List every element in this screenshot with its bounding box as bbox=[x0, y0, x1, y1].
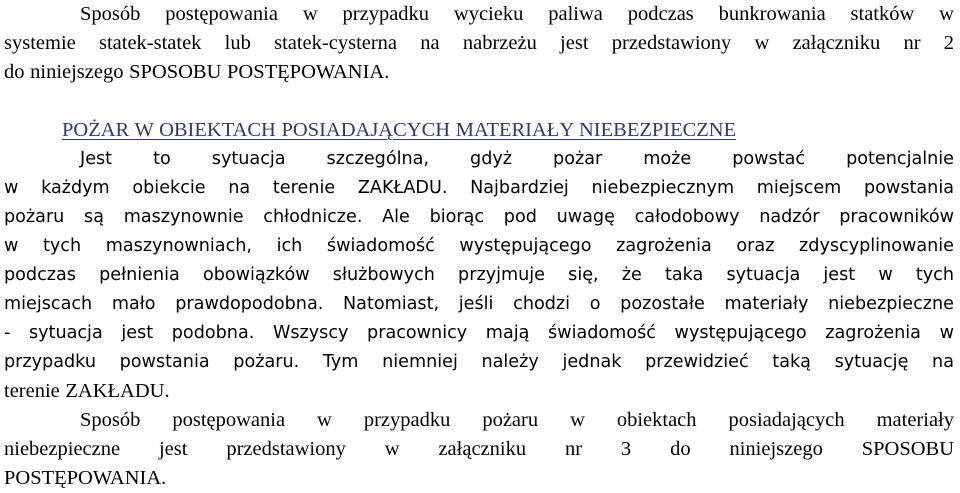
paragraph-spacer bbox=[4, 87, 954, 116]
section-heading bbox=[4, 116, 954, 145]
text-line: systemie statek-statek lub statek-cysterna na nabrzeżu jest przedstawiony w załączniku nr 2 bbox=[4, 32, 954, 54]
text-line: w tych maszynowniach, ich świadomość występującego zagrożenia oraz zdyscyplinowanie bbox=[4, 236, 954, 256]
text-line: w każdym obiekcie na terenie ZAKŁADU. Najbardziej niebezpiecznym miejscem powstania bbox=[4, 178, 954, 198]
paragraph-fire-hazard bbox=[4, 145, 954, 406]
text-line: podczas pełnienia obowiązków służbowych przyjmuje się, że taka sytuacja jest w tych bbox=[4, 265, 954, 285]
text-line: pożaru są maszynownie chłodnicze. Ale biorąc pod uwagę całodobowy nadzór pracowników bbox=[4, 207, 954, 227]
text-line: Sposób postępowania w przypadku pożaru w obiektach posiadających materiały bbox=[80, 409, 954, 431]
text-line: do niniejszego SPOSOBU POSTĘPOWANIA. bbox=[4, 61, 390, 83]
section-heading-text: POŻAR W OBIEKTACH POSIADAJĄCYCH MATERIAŁY NIEBEZPIECZNE bbox=[62, 119, 737, 141]
text-line: Sposób postępowania w przypadku wycieku paliwa podczas bunkrowania statków w bbox=[80, 3, 954, 25]
text-line: niebezpieczne jest przedstawiony w załączniku nr 3 do niniejszego SPOSOBU bbox=[4, 438, 954, 460]
text-line: miejscach mało prawdopodobna. Natomiast, jeśli chodzi o pozostałe materiały niebezpieczne bbox=[4, 294, 954, 314]
text-line: przypadku powstania pożaru. Tym niemniej należy jednak przewidzieć taką sytuację na bbox=[4, 352, 954, 372]
document-page bbox=[4, 0, 954, 493]
text-line: Jest to sytuacja szczególna, gdyż pożar może powstać potencjalnie bbox=[80, 149, 954, 169]
text-line: - sytuacja jest podobna. Wszyscy pracownicy mają świadomość występującego zagrożenia w bbox=[4, 323, 954, 343]
paragraph-bunkering bbox=[4, 0, 954, 87]
text-line: terenie ZAKŁADU. bbox=[4, 380, 170, 402]
paragraph-fire-procedure bbox=[4, 406, 954, 493]
text-line: POSTĘPOWANIA. bbox=[4, 467, 167, 489]
